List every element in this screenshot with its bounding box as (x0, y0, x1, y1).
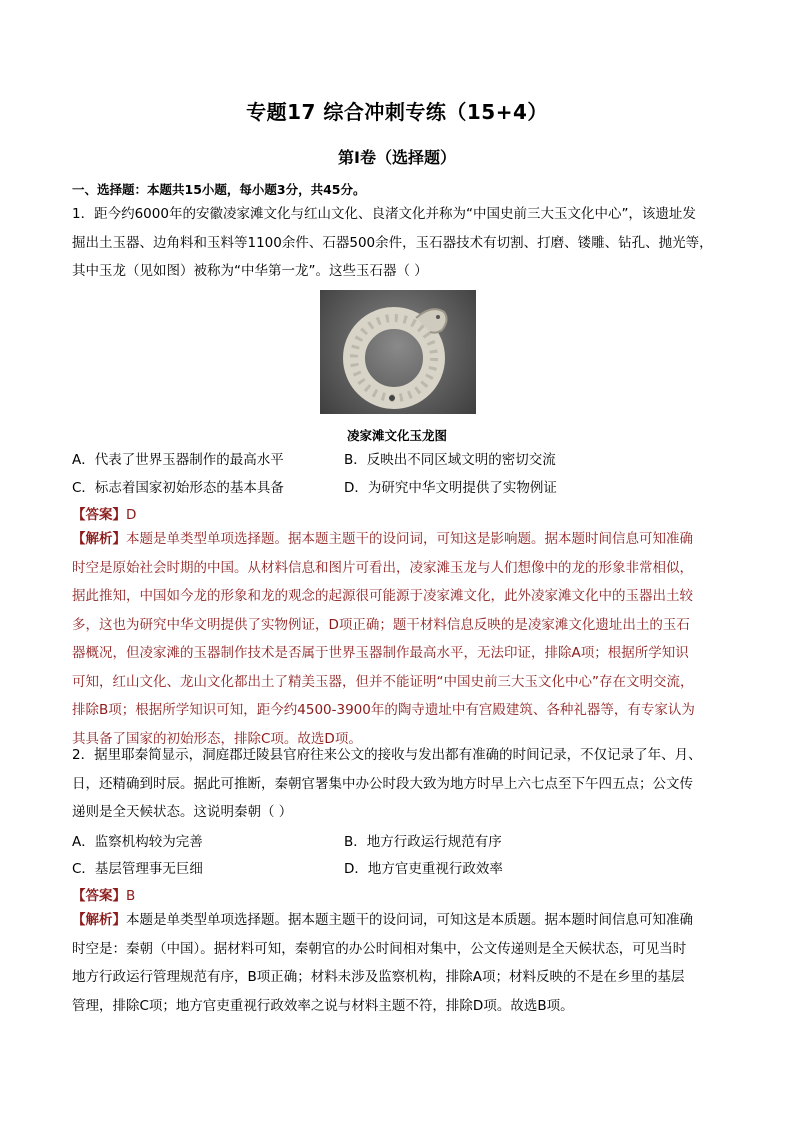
q2-stem-line: 日，还精确到时辰。据此可推断，秦朝官署集中办公时段大致为地方时早上六七点至下午四五点；公文传 (72, 775, 693, 792)
analysis-line: 本题是单类型单项选择题。据本题主题干的设问词，可知这是本质题。据本题时间信息可知准确 (126, 912, 693, 928)
analysis-line: 时空是原始社会时期的中国。从材料信息和图片可看出，凌家滩玉龙与人们想像中的龙的形象非常相似， (72, 559, 693, 576)
q2-stem-line: 递则是全天候状态。这说明秦朝（ ） (72, 804, 293, 820)
analysis-line: 时空是：秦朝（中国）。据材料可知，秦朝官的办公时间相对集中，公文传递则是全天候状态，可见当时 (72, 940, 687, 957)
analysis-tag: 【解析】 (72, 531, 126, 547)
q2-analysis (72, 906, 728, 1020)
page-title: 专题17 综合冲刺专练（15+4） (246, 100, 548, 124)
analysis-line: 多，这也为研究中华文明提供了实物例证，D项正确；题干材料信息反映的是凌家滩文化遗址出土的玉石 (72, 616, 690, 633)
q1-option-d: D．为研究中华文明提供了实物例证 (344, 480, 557, 496)
q2-option-a: A．监察机构较为完善 (72, 834, 203, 850)
answer-tag: 【答案】 (72, 507, 126, 523)
analysis-line: 本题是单类型单项选择题。据本题主题干的设问词，可知这是影响题。据本题时间信息可知准确 (126, 531, 693, 547)
answer-value: B (126, 888, 136, 904)
q1-option-c: C．标志着国家初始形态的基本具备 (72, 480, 284, 496)
analysis-line: 其具备了国家的初始形态，排除C项。故选D项。 (72, 730, 362, 747)
q2-option-c: C．基层管理事无巨细 (72, 861, 203, 877)
analysis-tag: 【解析】 (72, 912, 126, 928)
question-1-stem (72, 200, 728, 286)
analysis-line: 可知，红山文化、龙山文化都出土了精美玉器，但并不能证明“中国史前三大玉文化中心”存在文明交流， (72, 673, 694, 690)
q2-stem-line: 2．据里耶秦简显示，洞庭郡迁陵县官府往来公文的接收与发出都有准确的时间记录，不仅记录了年、月、 (72, 747, 702, 763)
section-heading: 一、选择题：本题共15小题，每小题3分，共45分。 (72, 182, 366, 197)
analysis-line: 管理，排除C项；地方官吏重视行政效率之说与材料主题不符，排除D项。故选B项。 (72, 997, 574, 1014)
analysis-line: 排除B项；根据所学知识可知，距今约4500-3900年的陶寺遗址中有宫殿建筑、各种礼器等，有专家认为 (72, 702, 695, 718)
q1-analysis (72, 525, 728, 753)
answer-tag: 【答案】 (72, 888, 126, 904)
analysis-line: 据此推知，中国如今龙的形象和龙的观念的起源很可能源于凌家滩文化，此外凌家滩文化中的玉器出土较 (72, 588, 693, 604)
q2-option-b: B．地方行政运行规范有序 (344, 834, 502, 850)
q1-stem-line: 1．距今约6000年的安徽凌家滩文化与红山文化、良渚文化并称为“中国史前三大玉文化中心”，该遗址发 (72, 206, 696, 222)
answer-value: D (126, 507, 137, 523)
q1-option-b: B．反映出不同区域文明的密切交流 (344, 452, 556, 468)
jade-dragon-icon (320, 290, 476, 414)
jade-dragon-image (320, 290, 476, 414)
q2-option-d: D．地方官吏重视行政效率 (344, 861, 503, 877)
q1-answer (72, 503, 136, 523)
figure-caption: 凌家滩文化玉龙图 (346, 428, 447, 443)
question-2-stem (72, 741, 728, 827)
q1-stem-line: 其中玉龙（见如图）被称为“中华第一龙”。这些玉石器（ ） (72, 263, 428, 279)
page-subtitle: 第Ⅰ卷（选择题） (338, 148, 456, 167)
q1-option-a: A．代表了世界玉器制作的最高水平 (72, 452, 284, 468)
analysis-line: 器概况，但凌家滩的玉器制作技术是否属于世界玉器制作最高水平，无法印证，排除A项；根据所学知识 (72, 645, 689, 661)
q2-answer (72, 884, 135, 904)
analysis-line: 地方行政运行管理规范有序，B项正确；材料未涉及监察机构，排除A项；材料反映的不是在乡里的基层 (72, 969, 685, 985)
q1-stem-line: 掘出土玉器、边角料和玉料等1100余件、石器500余件，玉石器技术有切割、打磨、镂雕、钻孔、抛光等， (72, 234, 713, 251)
